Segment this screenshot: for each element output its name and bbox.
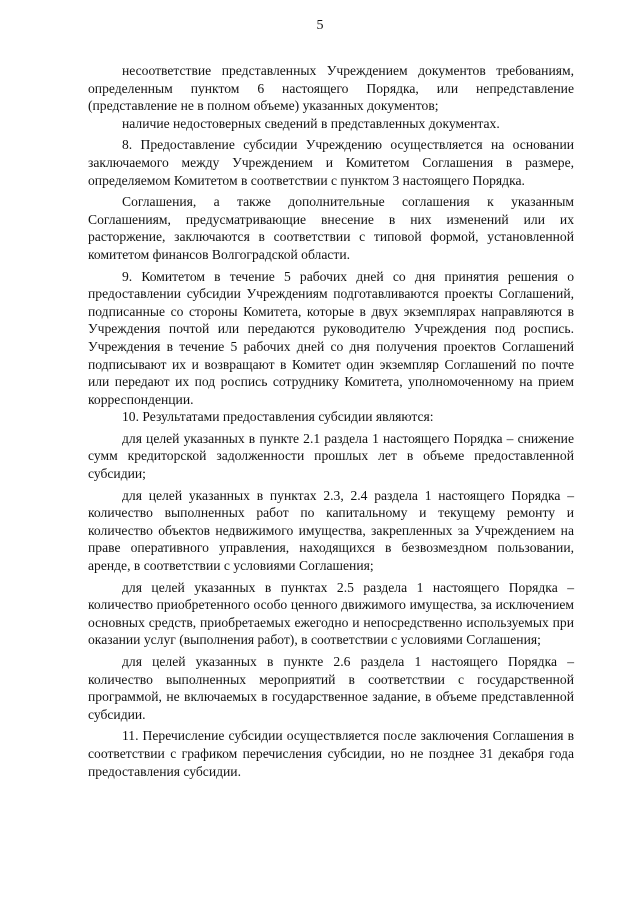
paragraph-item-10: 10. Результатами предоставления субсидии являются: — [122, 409, 434, 425]
paragraph-agreements-form: Соглашения, а также дополнительные соглашения к указанным Соглашениям, предусматривающие внесение в них изменений или их расторжение, заключаются в соответствии с типовой формой, установленной комитетом финансов Волгоградской области. — [88, 194, 574, 262]
paragraph-mismatch-documents: несоответствие представленных Учреждением документов требованиям, определенным пунктом 6 настоящего Порядка, или непредставление (представление не в полном объеме) указанных документов; — [88, 63, 574, 114]
paragraph-result-2-1: для целей указанных в пункте 2.1 раздела 1 настоящего Порядка – снижение сумм кредиторской задолженности прошлых лет в объеме предоставленной субсидии; — [88, 430, 574, 482]
paragraph-false-info: наличие недостоверных сведений в представленных документах. — [122, 115, 500, 131]
page-number: 5 — [316, 18, 324, 33]
paragraph-result-2-3-2-4: для целей указанных в пунктах 2.3, 2.4 раздела 1 настоящего Порядка – количество выполненных работ по капитальному и текущему ремонту и количество объектов недвижимого имущества, закрепленных за Учреждением на праве оперативного управления, находящихся в безвозмездном пользовании, аренде, в соответствии с условиями Соглашения; — [88, 487, 574, 574]
paragraph-item-8: 8. Предоставление субсидии Учреждению осуществляется на основании заключаемого между Учреждением и Комитетом Соглашения в размере, определяемом Комитетом в соответствии с пунктом 3 настоящего Порядка. — [88, 137, 574, 188]
paragraph-item-11: 11. Перечисление субсидии осуществляется после заключения Соглашения в соответствии с графиком перечисления субсидии, но не позднее 31 декабря года предоставления субсидии. — [88, 728, 574, 779]
paragraph-result-2-6: для целей указанных в пункте 2.6 раздела 1 настоящего Порядка – количество выполненных мероприятий в соответствии с государственной программой, не включаемых в государственное задание, в объеме представленной субсидии. — [88, 654, 574, 722]
document-body — [88, 62, 574, 780]
paragraph-result-2-5: для целей указанных в пунктах 2.5 раздела 1 настоящего Порядка – количество приобретенного особо ценного движимого имущества, за исключением основных средств, приобретаемых ежегодно и непосредственно используемых при оказании услуг (выполнения работ), в соответствии с условиями Соглашения; — [88, 579, 574, 648]
paragraph-item-9: 9. Комитетом в течение 5 рабочих дней со дня принятия решения о предоставлении субсидии Учреждениям подготавливаются проекты Соглашений, подписанные со стороны Комитета, которые в двух экземплярах направляются в Учреждения почтой или передаются руководителю Учреждения под роспись. Учреждения в течение 5 рабочих дней со дня получения проектов Соглашений подписывают их и возвращают в Комитет один экземпляр Соглашений по почте или передают их под роспись сотруднику Комитета, уполномоченному на прием корреспонденции. — [88, 268, 574, 407]
